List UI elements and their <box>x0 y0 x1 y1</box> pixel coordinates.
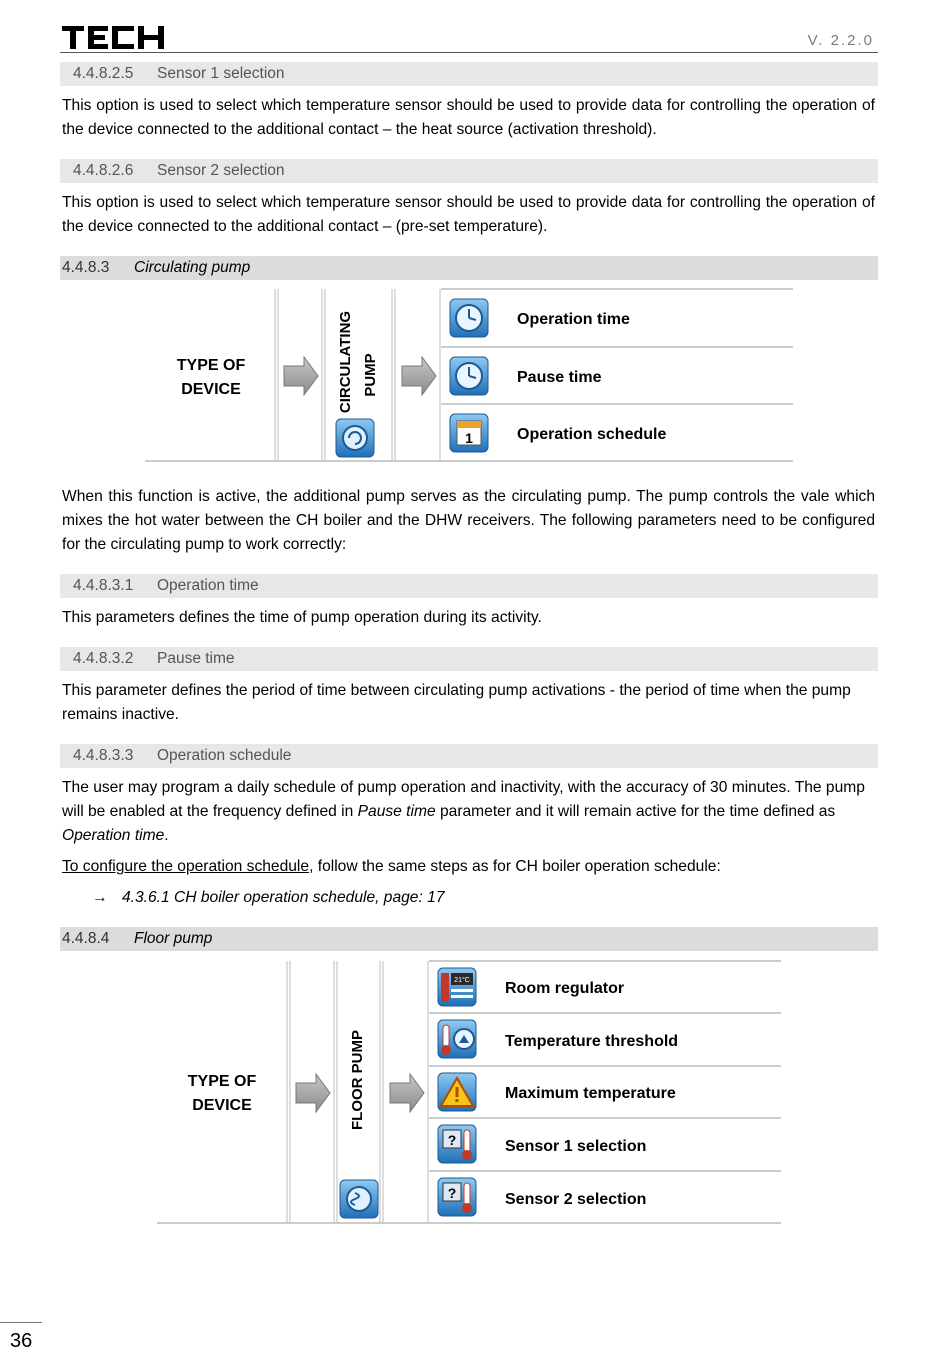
arrow-right-icon <box>284 357 318 395</box>
section-title: Floor pump <box>134 930 213 947</box>
section-number: 4.4.8.2.5 <box>73 65 134 82</box>
section-title: Circulating pump <box>134 259 251 276</box>
schedule-text: The user may program a daily schedule of pump operation and inactivity, with the accuracy of 30 minutes. The pump will be enabled at the frequency defined in <box>62 779 865 820</box>
section-title: Operation time <box>157 577 259 594</box>
type-of-device-label: TYPE OF <box>176 357 246 374</box>
cross-reference-text: 4.3.6.1 CH boiler operation schedule, page: 17 <box>122 889 445 906</box>
subheading-pause-time <box>60 647 878 671</box>
regulator-display-label: 21°C <box>454 977 470 984</box>
menu-item-operation-schedule: Operation schedule <box>517 426 667 443</box>
menu-item-room-regulator: Room regulator <box>505 980 625 997</box>
pump-icon <box>336 419 374 457</box>
page-number-divider <box>0 1322 42 1323</box>
sensor-question-icon <box>438 1178 476 1216</box>
subheading-operation-time <box>60 574 878 598</box>
paragraph-sensor-2: This option is used to select which temperature sensor should be used to provide data for controlling the operation of the device connected to the additional contact – (pre-set temperature). <box>62 194 875 235</box>
section-title: Sensor 1 selection <box>157 65 285 82</box>
paragraph-operation-schedule <box>62 776 875 848</box>
cross-reference[interactable] <box>92 886 445 910</box>
question-glyph: ? <box>447 1185 457 1201</box>
device-name-label: FLOOR PUMP <box>349 1030 366 1130</box>
warning-icon <box>438 1073 476 1111</box>
heading-floor-pump <box>60 927 878 951</box>
arrow-right-icon: → <box>92 889 108 906</box>
section-title: Pause time <box>157 650 235 667</box>
floor-pump-icon <box>340 1180 378 1218</box>
room-regulator-icon <box>438 968 476 1006</box>
type-of-device-label: DEVICE <box>192 1097 252 1114</box>
question-glyph: ? <box>447 1132 457 1148</box>
device-name-label: CIRCULATING <box>337 310 354 414</box>
arrow-right-icon <box>296 1074 330 1112</box>
thermometer-threshold-icon <box>438 1020 476 1058</box>
paragraph-circulating-pump: When this function is active, the additional pump serves as the circulating pump. The pump controls the vale which mixes the hot water between the CH boiler and the DHW receivers. The following parameters need to be configured for the circulating pump to work correctly: <box>62 488 875 553</box>
device-name-label: PUMP <box>362 353 379 397</box>
type-of-device-label: DEVICE <box>181 381 241 398</box>
clock-icon <box>450 357 488 395</box>
menu-item-operation-time: Operation time <box>517 311 630 328</box>
sensor-question-icon <box>438 1125 476 1163</box>
clock-icon <box>450 299 488 337</box>
menu-item-temperature-threshold: Temperature threshold <box>505 1033 679 1050</box>
section-number: 4.4.8.3.2 <box>73 650 134 667</box>
menu-item-sensor-1-selection: Sensor 1 selection <box>505 1138 647 1155</box>
section-number: 4.4.8.3.3 <box>73 747 134 764</box>
paragraph-operation-time: This parameters defines the time of pump operation during its activity. <box>62 609 542 626</box>
section-title: Operation schedule <box>157 747 292 764</box>
section-number: 4.4.8.3.1 <box>73 577 134 594</box>
section-title: Sensor 2 selection <box>157 162 285 179</box>
calendar-day-label: 1 <box>465 430 473 446</box>
version-label: V. 2.2.0 <box>807 32 874 49</box>
calendar-icon <box>450 414 488 452</box>
menu-item-sensor-2-selection: Sensor 2 selection <box>505 1191 647 1208</box>
paragraph-sensor-1: This option is used to select which temperature sensor should be used to provide data for controlling the operation of the device connected to the additional contact – the heat source (activation threshold). <box>62 97 875 138</box>
section-number: 4.4.8.4 <box>62 930 110 947</box>
menu-item-maximum-temperature: Maximum temperature <box>505 1085 676 1102</box>
schedule-text: . <box>164 827 169 844</box>
paragraph-configure-schedule <box>62 855 875 879</box>
configure-schedule-link[interactable]: To configure the operation schedule <box>62 858 310 875</box>
schedule-text: parameter and it will remain active for the time defined as <box>435 803 836 820</box>
page-number: 36 <box>10 1330 33 1352</box>
menu-item-pause-time: Pause time <box>517 369 602 386</box>
type-of-device-label: TYPE OF <box>187 1073 257 1090</box>
schedule-italic-term: Pause time <box>357 803 436 820</box>
paragraph-pause-time: This parameter defines the period of time between circulating pump activations - the period of time when the pump remains inactive. <box>62 682 851 723</box>
section-number: 4.4.8.2.6 <box>73 162 134 179</box>
subheading-operation-schedule <box>60 744 878 768</box>
arrow-right-icon <box>390 1074 424 1112</box>
schedule-italic-term: Operation time <box>62 827 165 844</box>
section-number: 4.4.8.3 <box>62 259 110 276</box>
configure-schedule-text: , follow the same steps as for CH boiler operation schedule: <box>309 858 721 875</box>
arrow-right-icon <box>402 357 436 395</box>
